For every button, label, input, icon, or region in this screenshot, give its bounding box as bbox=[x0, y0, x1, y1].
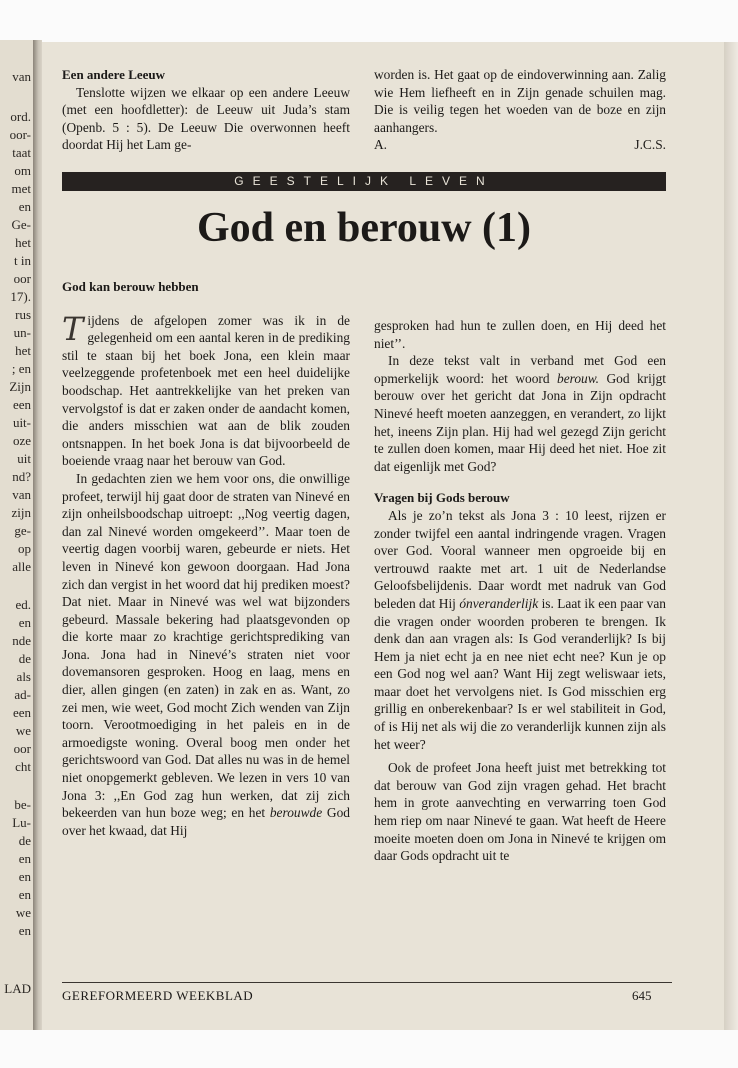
previous-page-fragment: oor bbox=[13, 271, 31, 286]
previous-page-fragment: een bbox=[12, 397, 31, 412]
page-edge-shadow bbox=[724, 42, 738, 1030]
previous-page-fragment: ; en bbox=[11, 361, 31, 376]
previous-page-fragment: ge- bbox=[14, 523, 31, 538]
previous-page-fragment: alle bbox=[12, 559, 31, 574]
previous-page-fragment: oor bbox=[13, 741, 31, 756]
top-left-column bbox=[62, 66, 350, 154]
paragraph bbox=[374, 352, 666, 475]
previous-page-fragment: cht bbox=[15, 759, 31, 774]
previous-page-fragment: om bbox=[14, 163, 31, 178]
article-left-column bbox=[62, 278, 350, 839]
previous-page-fragment: en bbox=[18, 851, 31, 866]
previous-page-fragment: taat bbox=[12, 145, 31, 160]
publication-name: GEREFORMEERD WEEKBLAD bbox=[62, 988, 254, 1003]
paragraph-text: In deze tekst valt in verband met God een opmerkelijk woord: het woord bbox=[374, 353, 666, 386]
section-banner: GEESTELIJK LEVEN bbox=[62, 172, 666, 191]
previous-page-fragment: nd? bbox=[12, 469, 31, 484]
paragraph bbox=[62, 309, 350, 470]
bottom-margin bbox=[0, 1030, 738, 1068]
previous-page-fragment: Lu- bbox=[12, 815, 31, 830]
page-number: 645 bbox=[632, 988, 652, 1003]
previous-page-fragment: we bbox=[15, 905, 31, 920]
previous-page-fragment: de bbox=[18, 651, 31, 666]
paragraph bbox=[374, 507, 666, 753]
previous-page-fragment: met bbox=[11, 181, 31, 196]
signature-line bbox=[374, 136, 666, 154]
previous-page-fragment: oor- bbox=[9, 127, 31, 142]
previous-page-fragment: uit bbox=[17, 451, 31, 466]
paragraph-text: is. Laat ik een paar van die vragen onder woorden proberen te brengen. Ik denk dan aan vragen als: Is God veranderlijk? Is bij Hem ja niet echt ja en nee niet echt nee? Kun je op een God nog wel aan? Want Hij zegt weliswaar iets, maar doet het vervolgens niet. Is God misschien erg grillig en onberekenbaar? Is er wel stabiliteit in God, of is Hij net als wij die zo veranderlijk kunnen zijn als het weer? bbox=[374, 595, 666, 752]
previous-page-fragment: van bbox=[12, 487, 31, 502]
previous-page-fragment: Zijn bbox=[9, 379, 31, 394]
paragraph: Ook de profeet Jona heeft juist met betrekking tot dat berouw van God zijn vragen gehad. Het bracht hem in grote aanvechting en verwarring toen God hem riep om naar Ninevé te gaan. Wat heeft de Heere moeite moeten doen om Jona in Ninevé te krijgen om daar Gods opdracht uit te bbox=[374, 760, 666, 864]
previous-page-fragment: en bbox=[18, 615, 31, 630]
book-gutter bbox=[33, 40, 42, 1030]
previous-page-fragment: een bbox=[12, 705, 31, 720]
emphasis: ónveranderlijk bbox=[459, 595, 539, 611]
article-right-column bbox=[374, 317, 666, 865]
footer-rule bbox=[62, 982, 672, 983]
subheading: Vragen bij Gods berouw bbox=[374, 490, 510, 506]
previous-page-fragment: un- bbox=[13, 325, 31, 340]
previous-page-fragment: op bbox=[18, 541, 31, 556]
previous-page-fragment: Ge- bbox=[11, 217, 31, 232]
top-right-column bbox=[374, 66, 666, 154]
top-margin bbox=[0, 0, 738, 40]
paragraph: gesproken had hun te zullen doen, en Hij deed het niet’’. bbox=[374, 318, 666, 351]
previous-page-fragment: LAD bbox=[4, 981, 31, 996]
previous-page-fragment: en bbox=[18, 199, 31, 214]
previous-page-fragment: nde bbox=[12, 633, 31, 648]
previous-page-fragment: van bbox=[12, 69, 31, 84]
paragraph-text: ijdens de afgelopen zomer was ik in de gelegenheid om een aantal keren in de prediking stil te staan bij het boek Jona, een klein maar veelzeggende profetenboek met een heel duidelijke boodschap. Het aantrekkelijke van het preken van vervolgstof is dat er zaken onder de aandacht komen, die anders misschien wat aan de blik zouden ontsnappen. In het boek Jona is dat bijvoorbeeld de boeiende vraag naar het berouw van God. bbox=[62, 312, 350, 469]
subheading: God kan berouw hebben bbox=[62, 279, 199, 294]
previous-page-fragment: t in bbox=[14, 253, 31, 268]
paragraph bbox=[62, 470, 350, 839]
paragraph: Tenslotte wijzen we elkaar op een andere Leeuw (met een hoofdletter): de Leeuw uit Juda’s stam (Openb. 5 : 5). De Leeuw Die overwonnen heeft doordat Hij het Lam ge- bbox=[62, 84, 350, 153]
previous-page-fragment: de bbox=[18, 833, 31, 848]
previous-page-fragment: het bbox=[15, 343, 31, 358]
paragraph: worden is. Het gaat op de eindoverwinning aan. Zalig wie Hem liefheeft en in Zijn genade schuilen mag. Die is veilig tegen het woeden van de boze en zijn aanhangers. bbox=[374, 67, 666, 135]
emphasis: berouw. bbox=[557, 370, 600, 386]
paragraph-text: God krijgt berouw over het gericht dat Jona in Zijn opdracht Ninevé heeft moeten aanzeggen, en verandert, zo lijkt het, ineens Zijn plan. Hij had wel gezegd Zijn gericht te zullen doen komen, maar Hij deed het niet. Hoe zit dat eigenlijk met God? bbox=[374, 370, 666, 474]
previous-page-fragment: en bbox=[18, 923, 31, 938]
previous-page-fragment: en bbox=[18, 869, 31, 884]
signature-author: J.C.S. bbox=[634, 137, 666, 153]
previous-page-fragment: als bbox=[16, 669, 31, 684]
signature-initial: A. bbox=[374, 137, 388, 153]
previous-page-fragment: 17). bbox=[10, 289, 31, 304]
article-title: God en berouw (1) bbox=[196, 205, 532, 251]
previous-page-fragment: en bbox=[18, 887, 31, 902]
previous-page-fragment: ad- bbox=[14, 687, 31, 702]
previous-page-fragment: be- bbox=[14, 797, 31, 812]
drop-cap: T bbox=[62, 309, 84, 348]
paragraph-text: In gedachten zien we hem voor ons, die onwillige profeet, terwijl hij gaat door de straten van Ninevé en zijn onheilsboodschap uitroept: ,,Nog veertig dagen, dan zal Ninevé worden omgekeerd’’. Maar toen de veertig dagen voorbij waren, gebeurde er niets. Het leven in Ninevé kon gewoon doorgaan. Had Jona zich dan vergist in het woord dat hij prediken moest? Dat niet. Maar in Ninevé was wel wat bijzonders gebeurd. Massale bekering had plaatsgevonden op die korte maar zo krachtige gerichtsprediking van Jona. Jona had in Ninevé’s straten niet voor dovemansoren gesproken. Hoog en laag, mens en dier, allen gingen (en zaten) in zak en as. Want, zo zei men, wie weet, God mocht Zich wenden van Zijn toorn. Verootmoediging in het paleis en in de armoedigste woning. Overal boog men onder het gerichtswoord van God. Dat alles nu was in de hemel niet onopgemerkt gebleven. We lezen in vers 10 van Jona 3: ,,En God zag hun werken, dat zij zich bekeerden van hun boze weg; en het bbox=[62, 470, 350, 821]
paragraph-text: Als je zo’n tekst als Jona 3 : 10 leest, rijzen er zonder twijfel een aantal indringende vragen. Vragen over God. Vooral wanneer men opgroeide bij en vertrouwd raakte met art. 1 uit de Nederlandse Geloofsbelijdenis. Daar wordt met nadruk van God beleden dat Hij bbox=[374, 507, 666, 611]
previous-page-fragment: ed. bbox=[15, 597, 31, 612]
previous-page-fragment: we bbox=[15, 723, 31, 738]
previous-page-fragment: uit- bbox=[12, 415, 31, 430]
previous-page-fragment: rus bbox=[15, 307, 31, 322]
previous-page-fragment: zijn bbox=[11, 505, 31, 520]
previous-page-edge bbox=[0, 40, 34, 1030]
previous-page-fragment: oze bbox=[12, 433, 31, 448]
emphasis: berouwde bbox=[269, 805, 323, 821]
section-heading: Een andere Leeuw bbox=[62, 67, 166, 82]
previous-page-fragment: ord. bbox=[10, 109, 31, 124]
previous-page-fragment: het bbox=[15, 235, 31, 250]
paragraph-text: God over het kwaad, dat Hij bbox=[62, 805, 350, 838]
